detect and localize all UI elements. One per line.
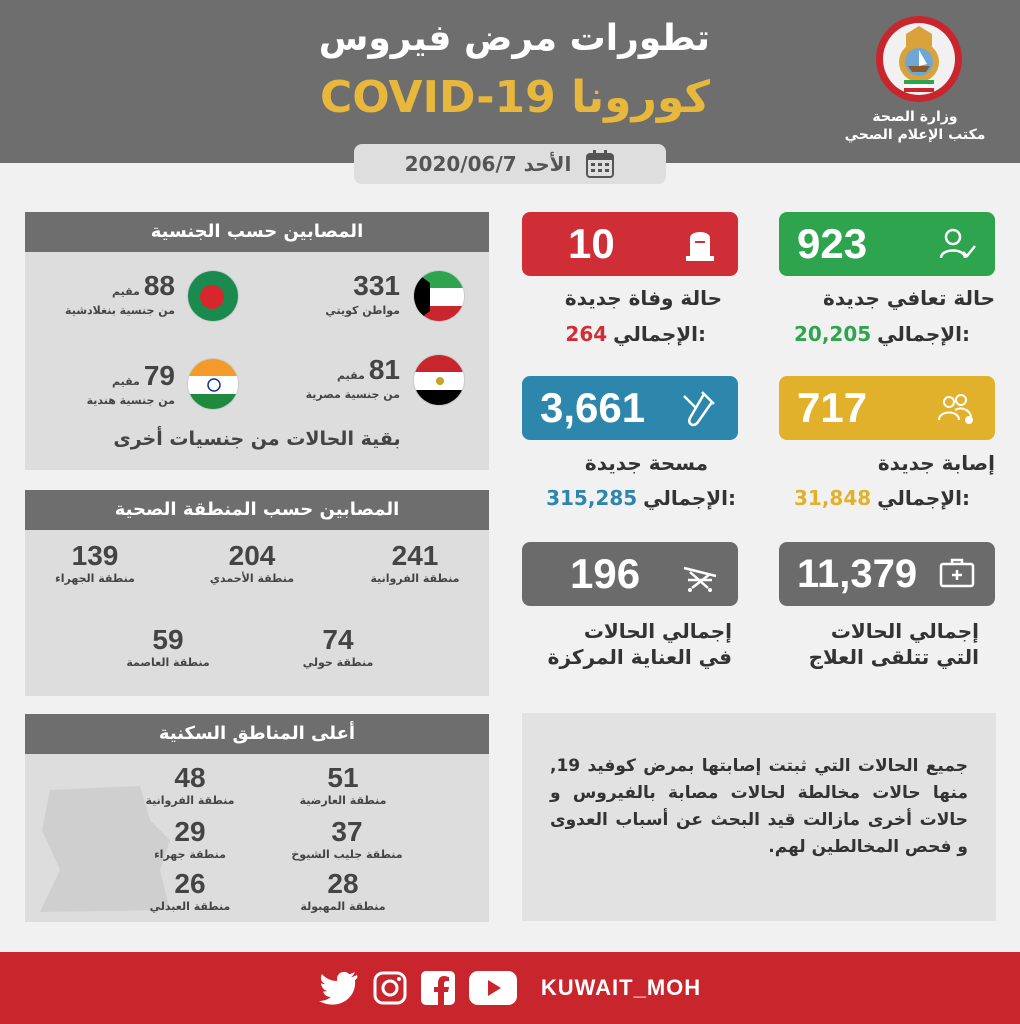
nat-egypt-row bbox=[290, 354, 400, 386]
medical-kit-icon bbox=[937, 554, 977, 594]
area-num: 29 bbox=[174, 816, 206, 847]
recovered-label: حالة تعافي جديدة bbox=[823, 286, 995, 310]
region-num: 139 bbox=[71, 540, 119, 571]
bangladesh-flag-icon bbox=[187, 270, 239, 322]
page-subtitle: كورونا COVID-19 bbox=[320, 72, 710, 123]
area-ardiya bbox=[283, 762, 403, 807]
area-jahra bbox=[130, 816, 250, 861]
footer-bar bbox=[0, 952, 1020, 1024]
area-label: منطقة المهبولة bbox=[300, 900, 386, 913]
treatment-value: 11,379 bbox=[797, 551, 918, 596]
nat-india-row bbox=[75, 360, 175, 392]
regions-panel bbox=[25, 490, 489, 696]
kuwait-flag-icon bbox=[413, 270, 465, 322]
instagram-icon[interactable] bbox=[373, 971, 407, 1005]
infections-total-label: الإجمالي: bbox=[877, 486, 970, 510]
nat-kuwait-num: 331 bbox=[353, 270, 400, 301]
recovered-total bbox=[700, 322, 970, 346]
hospital-bed-icon bbox=[680, 554, 720, 594]
icu-label-line1: إجمالي الحالات bbox=[583, 619, 732, 643]
ministry-line1: وزارة الصحة bbox=[872, 109, 958, 125]
treatment-label bbox=[779, 618, 979, 670]
infections-label: إصابة جديدة bbox=[877, 451, 995, 475]
note-text: جميع الحالات التي ثبتت إصابتها بمرض كوفيد 19, منها حالات مخالطة لحالات مصابة بالفيروس و حالات أخرى مازالت قيد البحث عن أسباب العدوى و فحص المخالطين لهم. bbox=[522, 713, 996, 921]
area-label: منطقة جهراء bbox=[154, 848, 226, 861]
deaths-total-label: الإجمالي: bbox=[613, 322, 706, 346]
area-num: 37 bbox=[331, 816, 363, 847]
kuwait-emblem-icon bbox=[874, 14, 964, 104]
area-num: 51 bbox=[327, 762, 359, 793]
icu-label bbox=[522, 618, 732, 670]
page-title: تطورات مرض فيروس bbox=[318, 18, 710, 59]
nat-rest-label: بقية الحالات من جنسيات أخرى bbox=[113, 428, 401, 450]
tombstone-icon bbox=[680, 224, 720, 264]
india-flag-icon bbox=[187, 358, 239, 410]
treatment-label-line2: التي تتلقى العلاج bbox=[808, 645, 979, 669]
area-label: منطقة العبدلي bbox=[149, 900, 231, 913]
area-num: 48 bbox=[174, 762, 206, 793]
nat-bangladesh-row bbox=[75, 270, 175, 302]
date-label: الأحد 2020/06/7 bbox=[404, 152, 572, 176]
deaths-total-value: 264 bbox=[565, 322, 608, 346]
recovered-user-check-icon bbox=[937, 224, 977, 264]
icu-card bbox=[522, 542, 738, 606]
region-num: 74 bbox=[322, 624, 354, 655]
nat-egypt-prefix: مقيم bbox=[337, 369, 365, 382]
area-label: منطقة الفروانية bbox=[145, 794, 235, 807]
region-num: 59 bbox=[152, 624, 184, 655]
region-label: منطقة الجهراء bbox=[55, 572, 135, 585]
swabs-total-value: 315,285 bbox=[546, 486, 638, 510]
area-label: منطقة جليب الشيوخ bbox=[291, 848, 403, 861]
nat-egypt-label: من جنسية مصرية bbox=[305, 388, 400, 401]
recovered-card bbox=[779, 212, 995, 276]
ministry-name bbox=[830, 108, 1000, 144]
calendar-icon bbox=[585, 149, 615, 179]
ministry-line2: مكتب الإعلام الصحي bbox=[844, 127, 986, 143]
area-farwaniya bbox=[130, 762, 250, 807]
swabs-total-label: الإجمالي: bbox=[643, 486, 736, 510]
area-abdali bbox=[130, 868, 250, 913]
nat-india-label: من جنسية هندية bbox=[86, 394, 175, 407]
treatment-label-line1: إجمالي الحالات bbox=[830, 619, 979, 643]
nat-bangladesh-label: من جنسية بنغلادشية bbox=[65, 304, 175, 317]
region-label: منطقة الأحمدي bbox=[209, 572, 295, 585]
region-jahra bbox=[35, 540, 155, 585]
recovered-total-value: 20,205 bbox=[793, 322, 872, 346]
nationality-title: المصابين حسب الجنسية bbox=[25, 212, 489, 252]
youtube-icon[interactable] bbox=[469, 971, 517, 1005]
deaths-card bbox=[522, 212, 738, 276]
swabs-card bbox=[522, 376, 738, 440]
region-label: منطقة حولي bbox=[302, 656, 374, 669]
social-handle[interactable]: KUWAIT_MOH bbox=[540, 975, 702, 1000]
nat-egypt-num: 81 bbox=[368, 354, 400, 385]
recovered-total-label: الإجمالي: bbox=[877, 322, 970, 346]
icu-value: 196 bbox=[570, 550, 641, 597]
icu-label-line2: في العناية المركزة bbox=[547, 645, 732, 669]
recovered-value: 923 bbox=[797, 220, 868, 267]
group-virus-icon bbox=[937, 388, 977, 428]
area-mahboula bbox=[283, 868, 403, 913]
regions-title: المصابين حسب المنطقة الصحية bbox=[25, 490, 489, 530]
infections-value: 717 bbox=[797, 384, 868, 431]
infections-card bbox=[779, 376, 995, 440]
region-num: 241 bbox=[391, 540, 439, 571]
treatment-card bbox=[779, 542, 995, 606]
region-label: منطقة العاصمة bbox=[126, 656, 210, 669]
infections-total bbox=[700, 486, 970, 510]
swabs-value: 3,661 bbox=[540, 384, 646, 431]
egypt-flag-icon bbox=[413, 354, 465, 406]
deaths-value: 10 bbox=[568, 220, 615, 267]
region-hawalli bbox=[278, 624, 398, 669]
swabs-label: مسحة جديدة bbox=[584, 451, 708, 475]
region-capital bbox=[108, 624, 228, 669]
area-jleeb bbox=[277, 816, 417, 861]
nat-bangladesh-prefix: مقيم bbox=[112, 285, 140, 298]
date-box bbox=[354, 144, 666, 184]
test-tube-icon bbox=[680, 388, 720, 428]
area-num: 28 bbox=[327, 868, 359, 899]
nat-india-prefix: مقيم bbox=[112, 375, 140, 388]
region-num: 204 bbox=[228, 540, 276, 571]
nat-kuwait-label: مواطن كويتي bbox=[325, 304, 400, 317]
region-farwaniya bbox=[355, 540, 475, 585]
nat-bangladesh-num: 88 bbox=[143, 270, 175, 301]
nat-india-num: 79 bbox=[143, 360, 175, 391]
region-ahmadi bbox=[192, 540, 312, 585]
infections-total-value: 31,848 bbox=[793, 486, 872, 510]
areas-title: أعلى المناطق السكنية bbox=[25, 714, 489, 754]
area-num: 26 bbox=[174, 868, 206, 899]
twitter-icon[interactable] bbox=[319, 971, 359, 1005]
region-label: منطقة الفروانية bbox=[370, 572, 460, 585]
area-label: منطقة العارضية bbox=[299, 794, 387, 807]
facebook-icon[interactable] bbox=[421, 971, 455, 1005]
deaths-label: حالة وفاة جديدة bbox=[564, 286, 722, 310]
